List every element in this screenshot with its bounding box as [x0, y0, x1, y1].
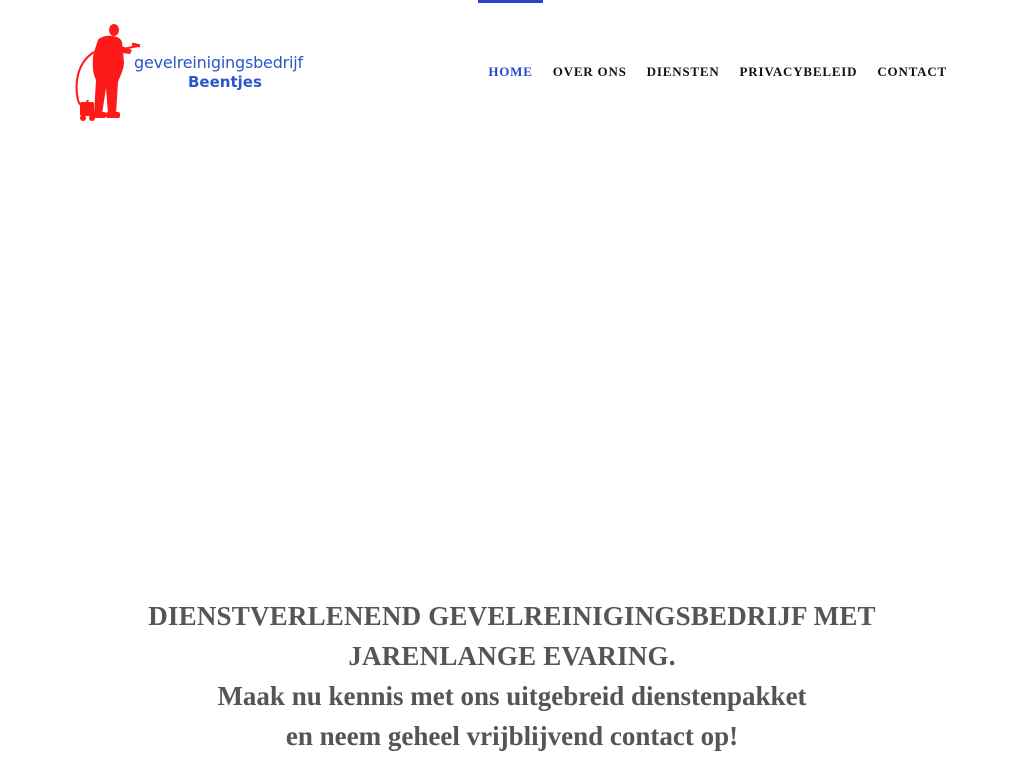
site-logo[interactable]: [72, 22, 322, 122]
nav-item-home[interactable]: HOME: [478, 0, 542, 80]
nav-item-diensten[interactable]: DIENSTEN: [646, 64, 720, 79]
main-navigation: [478, 0, 957, 140]
logo-text-company-type: gevelreinigingsbedrijf: [134, 53, 303, 72]
hero-subline-line-2: en neem geheel vrijblijvend contact op!: [285, 721, 739, 751]
hero-subline-line-1: Maak nu kennis met ons uitgebreid dienstenpakket: [217, 681, 807, 711]
logo-text-company-name: Beentjes: [188, 73, 262, 91]
pressure-washer-worker-icon: [72, 22, 142, 122]
nav-item-over-ons[interactable]: OVER ONS: [552, 64, 627, 79]
hero-headline-line-2: JARENLANGE EVARING.: [348, 641, 676, 671]
site-header: [0, 0, 1024, 140]
nav-item-contact[interactable]: CONTACT: [877, 64, 947, 79]
nav-item-privacybeleid[interactable]: PRIVACYBELEID: [739, 64, 858, 79]
hero-text-block: [0, 596, 1024, 756]
hero-headline-line-1: DIENSTVERLENEND GEVELREINIGINGSBEDRIJF MET: [148, 601, 876, 631]
